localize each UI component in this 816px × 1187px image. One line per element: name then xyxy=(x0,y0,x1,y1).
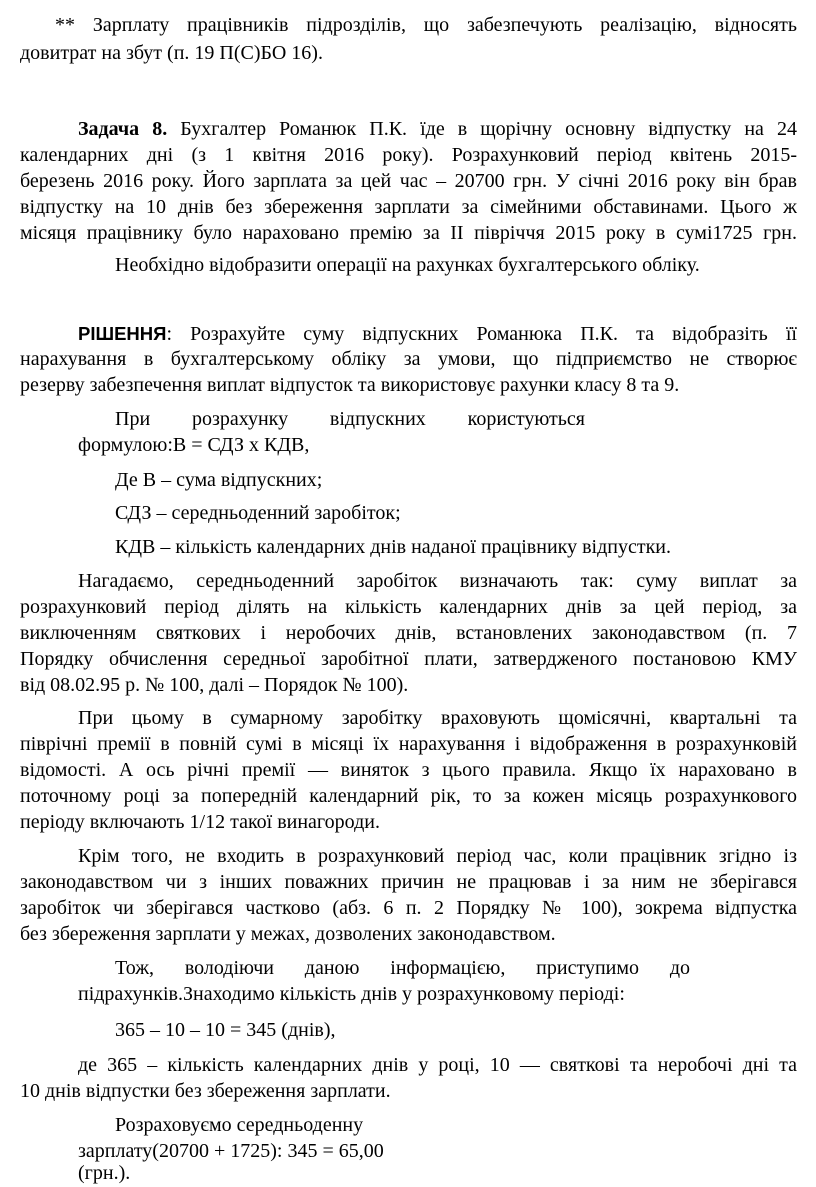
task-line: календарних днi (з 1 квітня 2016 року). Розрахунковий період квітень 2015- xyxy=(20,144,797,166)
bonus-line: піврічні премії в повній сумі в місяці їх нарахування і відображення в розрахунковій xyxy=(20,733,797,755)
solution-label: РІШЕННЯ xyxy=(78,323,167,344)
solution-line: нарахування в бухгалтерському обліку за умови, що підприємство не створює xyxy=(20,348,797,370)
note-line: ** Зарплату працівників підрозділів, що забезпечують реалізацію, відносять xyxy=(55,14,797,36)
task-question: Необхідно відобразити операції на рахунках бухгалтерського обліку. xyxy=(115,254,700,276)
bonus-line: відомості. А ось річні премії — виняток з цього правила. Якщо їх нараховано в xyxy=(20,759,797,781)
average-calc: зарплату(20700 + 1725): 345 = 65,00 xyxy=(78,1140,384,1162)
task-label: Задача 8. xyxy=(78,118,168,140)
task-line: місяця працівнику було нараховано премію за ІІ півріччя 2015 року в сумі1725 грн. xyxy=(20,222,797,244)
reminder-line: Порядку обчислення середньої заробітної плати, затвердженого постановою КМУ xyxy=(20,648,797,670)
exclusion-line: Крім того, не входить в розрахунковий період час, коли працівник згідно із xyxy=(78,845,797,867)
calc-intro: підрахунків.Знаходимо кількість днів у розрахунковому періоді: xyxy=(78,983,625,1005)
task-text: Бухгалтер Романюк П.К. їде в щорічну основну відпустку на 24 xyxy=(167,118,797,140)
exclusion-line: без збереження зарплати у межах, дозволених законодавством. xyxy=(20,923,556,945)
reminder-line: виключенням святкових і неробочих днів, встановлених законодавством (п. 7 xyxy=(20,622,797,644)
calc-intro: Тож, володіючи даною інформацією, приступимо до xyxy=(115,957,690,979)
formula-intro: При розрахунку відпускних користуються xyxy=(115,408,585,430)
reminder-line: розрахунковий період ділять на кількість календарних днів за цей період, за xyxy=(20,596,797,618)
definition-sdz: СДЗ – середньоденний заробіток; xyxy=(115,502,401,524)
formula: формулою:В = СДЗ х КДВ, xyxy=(78,434,310,456)
definition-kdv: КДВ – кількість календарних днів наданої працівнику відпустки. xyxy=(115,536,672,558)
bonus-line: При цьому в сумарному заробітку враховують щомісячні, квартальні та xyxy=(78,707,797,729)
exclusion-line: законодавством чи з інших поважних причин не працював і за ним не зберігався xyxy=(20,871,797,893)
solution-text: : Розрахуйте суму відпускних Романюка П.К. та відобразіть її xyxy=(166,323,797,345)
note-line: довитрат на збут (п. 19 П(С)БО 16). xyxy=(20,42,323,64)
calc-explanation: де 365 – кількість календарних днів у році, 10 — святкові та неробочі дні та xyxy=(78,1054,797,1076)
task-heading-line xyxy=(78,116,797,143)
bonus-line: поточному році за попередній календарний рік, то за кожен місяць розрахункового xyxy=(20,785,797,807)
bonus-line: періоду включають 1/12 такої винагороди. xyxy=(20,811,380,833)
calc-days: 365 – 10 – 10 = 345 (днів), xyxy=(115,1019,336,1041)
solution-heading-line xyxy=(78,320,797,348)
task-line: березень 2016 року. Його зарплата за цей час – 20700 грн. У січні 2016 року він брав xyxy=(20,170,797,192)
solution-line: резерву забезпечення виплат відпусток та використовує рахунки класу 8 та 9. xyxy=(20,374,680,396)
reminder-line: Нагадаємо, середньоденний заробіток визначають так: суму виплат за xyxy=(78,570,797,592)
exclusion-line: заробіток чи зберігався частково (абз. 6 п. 2 Порядку № 100), зокрема відпустка xyxy=(20,897,797,919)
reminder-line: від 08.02.95 р. № 100, далі – Порядок № 100). xyxy=(20,674,409,696)
average-calc: Розраховуємо середньоденну xyxy=(115,1114,364,1136)
task-line: відпустку на 10 днів без збереження зарплати за сімейними обставинами. Цього ж xyxy=(20,196,797,218)
definition-b: Де В – сума відпускних; xyxy=(115,469,323,491)
average-calc: (грн.). xyxy=(78,1162,131,1184)
calc-explanation: 10 днів відпустки без збереження зарплати. xyxy=(20,1080,391,1102)
